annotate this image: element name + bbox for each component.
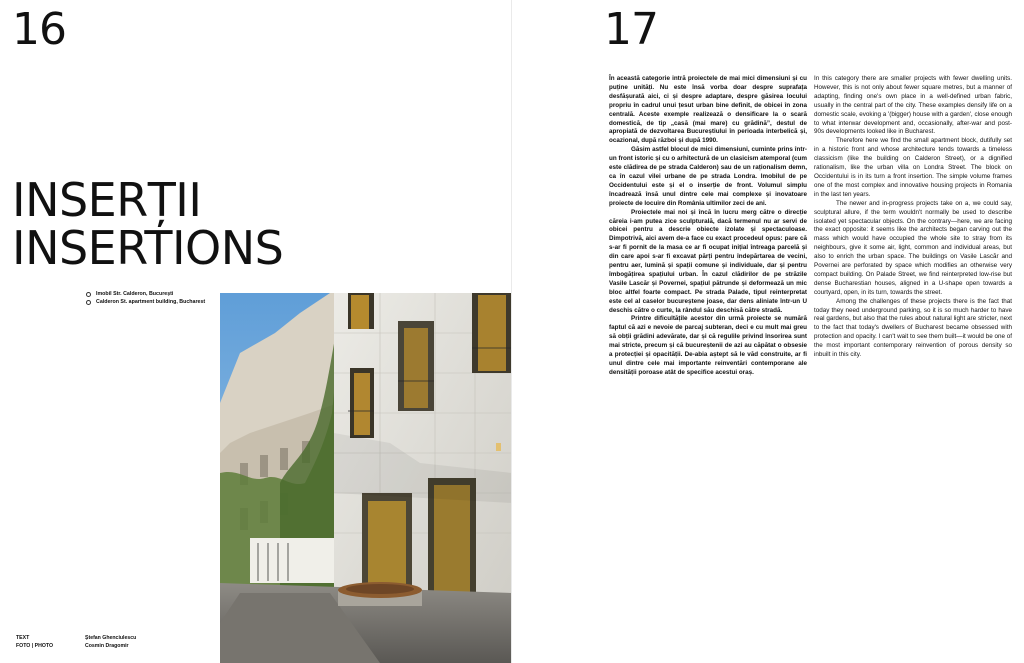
circle-bullet-icon [86,292,91,297]
english-paragraph: In this category there are smaller projects with fewer dwelling units. However, this is not only about fewer square metres, but a manner of adapting, finding one's own place in a well-defined urban fabric, usually in the central part of the city. These examples densify life on a domestic scale, evoking a '(bigger) house with a garden', close enough to what interwar development and, occasionally, after-war and post-90s developments looked like in Bucharest. [814,75,1012,136]
caption-romanian: Imobil Str. Calderon, București [96,291,174,297]
english-text-column [814,75,1012,360]
page-number-left: 16 [12,4,66,55]
caption-row [86,291,205,299]
building-photo [220,293,512,663]
caption-row [86,299,205,307]
photo-captions [86,291,205,307]
romanian-paragraph: Printre dificultățile acestor din urmă proiecte se numără faptul că azi e nevoie de parcaj subteran, deci e cu mult mai greu să obții grădini adevărate, dar și că regulile privind însorirea sunt mai stricte, precum și că bucureștenii de azi au căpătat o obsesie a protecției și opacității. De-abia aștept să le văd construite, ar fi unul dintre cele mai importante reinventări contemporane ale densității poroase atât de specifice acestui oraș. [609,315,807,376]
right-page [512,0,1024,663]
text-credit-label: TEXT [16,635,30,641]
text-credit-author: Ștefan Ghenciulescu [85,635,137,641]
english-paragraph: Among the challenges of these projects there is the fact that today they need underground parking, so it is so much harder to have real gardens, but also that the rules about natural light are stricter, next to the fact that today's dwellers of Bucharest became obsessed with protection and opacity. I can't wait to see them built—it would be one of the most important contemporary reinvention of porous density so inbuilt in this city. [814,297,1012,359]
english-paragraph: Therefore here we find the small apartment block, dutifully set in a historic front and whose architecture tends towards a timeless classicism (like the building on Calderon Street), or a dignified rationalism, like the urban villa on Londra Street. The block on Occidentului is in its turn a front insertion. The simple volume frames one of the most complex and innovative housing projects in Romania in the last ten years. [814,137,1012,198]
page-number-right: 17 [604,4,658,55]
romanian-paragraph: În această categorie intră proiectele de mai mici dimensiuni și cu puține unități. Nu este însă vorba doar despre suprafața desfășurată aici, ci și despre adaptare, despre găsirea locului propriu în cadrul unui țesut urban bine definit, de obicei în zona centrală. Aceste exemple realizează o densificare la o scară domestică, de tip „casă (mai mare) cu grădină”, destul de apropiată de dezvoltarea Bucureștiului în perioada interbelică și, ocazional, după război și după 1990. [609,75,807,145]
photo-credit-author: Cosmin Dragomir [85,643,129,649]
circle-bullet-icon [86,300,91,305]
section-title [12,173,284,275]
photo-credit-label: FOTO | PHOTO [16,643,53,649]
caption-english: Calderon St. apartment building, Bucharest [96,298,206,305]
romanian-text-column [609,75,807,378]
title-line-english: INSERTIONS [12,221,284,275]
english-paragraph: The newer and in-progress projects take on a, we could say, sculptural allure, if the term wouldn't normally be used to describe isolated yet spectacular objects. On the contrary—here, we are facing the exact opposite: it seems like the architects began carving out the mass which would have occupied the whole site to stray from its neighbours, give it some air, light, common and individual areas, but also to enrich the urban space. The buildings on Vasile Lascăr and Povernei are perforated by space which modifies an otherwise very compact building. On Palade Street, we find reinterpreted low-rise but dense Bucharestian houses, aligned in a U-shape open towards a courtyard, open, in its turn, towards the street. [814,199,1012,296]
romanian-paragraph: Găsim astfel blocul de mici dimensiuni, cuminte prins într-un front istoric și cu o arhitectură de un clasicism atemporal (cum este clădirea de pe strada Calderon) sau de un raționalism demn, ca în cazul vilei urbane de pe strada Londra. Imobilul de pe Occidentului este și el o inserție de front. Volumul simplu încadrează însă unul dintre cele mai complexe și inovatoare proiecte de locuire din România ultimilor zeci de ani. [609,146,807,207]
title-line-romanian: INSERȚII [12,173,202,227]
romanian-paragraph: Proiectele mai noi și încă în lucru merg către o direcție căreia i-am putea zice sculpturală, dacă termenul nu ar servi de obicei pentru a descrie obiecte izolate și spectaculoase. Dimpotrivă, aici avem de-a face cu exact procedeul opus: pare că s-ar fi pornit de la masa ce ar fi ocupat inițial întreaga parcelă și din care apoi s-ar fi excavat părți pentru îndepărtarea de vecini, pentru aer, lumină și spații comune și individuale, dar și pentru îmbogățirea spațiului urban. În cazul clădirilor de pe străzile Vasile Lascăr și Povernei, spațiul pătrunde și deformează un mic bloc altfel foarte compact. Pe strada Palade, tipul reinterpretat este cel al caselor bucureștene joase, dar dens aliniate într-un U deschis către o curte, la rândul său deschisă către stradă. [609,208,807,314]
